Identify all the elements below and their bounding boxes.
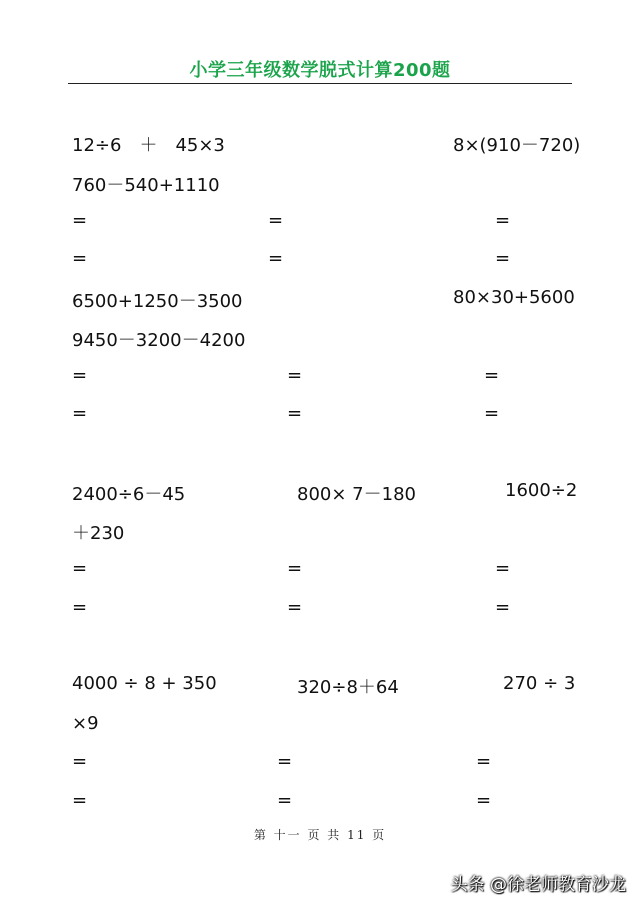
equals-sign: = xyxy=(476,751,492,772)
problem-1: 12÷6 ＋ 45×3 xyxy=(72,135,225,156)
title-rule xyxy=(68,83,572,84)
problem-5: 80×30+5600 xyxy=(453,287,575,308)
equals-sign: = xyxy=(484,365,500,386)
equals-sign: = xyxy=(72,210,88,231)
equals-sign: = xyxy=(72,597,88,618)
equals-sign: = xyxy=(495,210,511,231)
equals-sign: = xyxy=(72,365,88,386)
equals-sign: = xyxy=(72,751,88,772)
problem-6: 9450－3200－4200 xyxy=(72,330,246,351)
equals-sign: = xyxy=(268,210,284,231)
equals-sign: = xyxy=(495,248,511,269)
problem-4: 6500+1250－3500 xyxy=(72,291,243,312)
problem-2: 8×(910－720) xyxy=(453,135,581,156)
equals-sign: = xyxy=(72,403,88,424)
equals-sign: = xyxy=(287,597,303,618)
equals-sign: = xyxy=(268,248,284,269)
problem-9: 1600÷2 xyxy=(505,480,578,501)
equals-sign: = xyxy=(72,790,88,811)
problem-11: 320÷8＋64 xyxy=(297,677,399,698)
problem-8: 800× 7－180 xyxy=(297,484,416,505)
problem-3: 760－540+1110 xyxy=(72,175,220,196)
equals-sign: = xyxy=(287,558,303,579)
problem-12-continued: ×9 xyxy=(72,713,99,734)
equals-sign: = xyxy=(495,597,511,618)
equals-sign: = xyxy=(277,751,293,772)
equals-sign: = xyxy=(287,403,303,424)
problem-9-continued: ＋230 xyxy=(72,523,125,544)
equals-sign: = xyxy=(277,790,293,811)
equals-sign: = xyxy=(484,403,500,424)
page-title: 小学三年级数学脱式计算200题 xyxy=(189,60,451,81)
problem-10: 4000 ÷ 8 + 350 xyxy=(72,673,217,694)
equals-sign: = xyxy=(476,790,492,811)
problem-7: 2400÷6－45 xyxy=(72,484,186,505)
page-footer: 第 十一 页 共 11 页 xyxy=(253,828,387,842)
equals-sign: = xyxy=(287,365,303,386)
equals-sign: = xyxy=(72,558,88,579)
watermark: 头条 @徐老师教育沙龙 xyxy=(450,875,626,895)
problem-12: 270 ÷ 3 xyxy=(503,673,576,694)
equals-sign: = xyxy=(495,558,511,579)
equals-sign: = xyxy=(72,248,88,269)
